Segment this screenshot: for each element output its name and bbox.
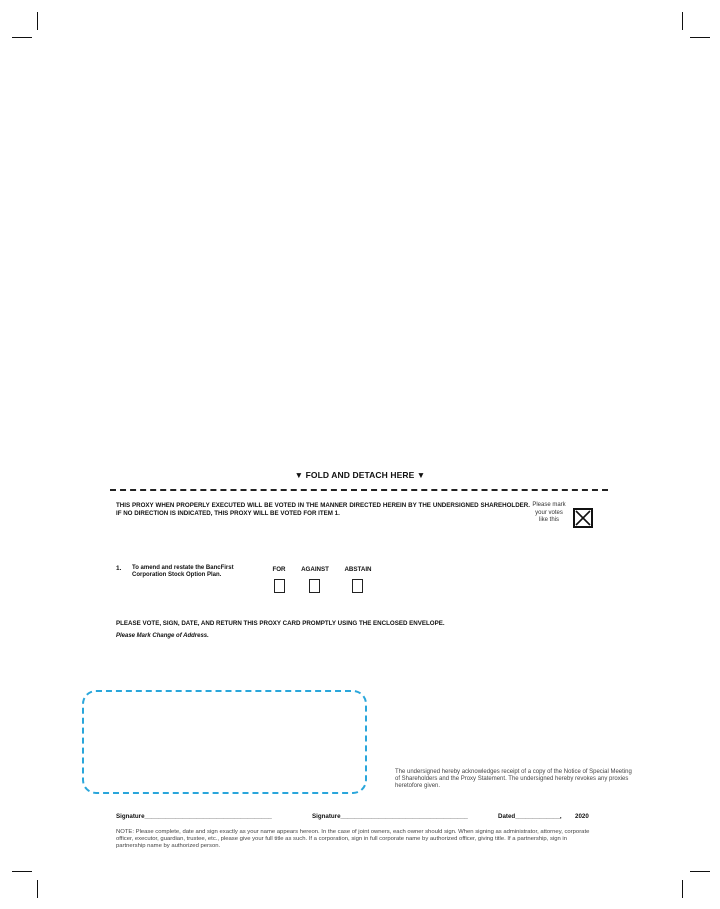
crop-mark-bottom-left-horizontal [12, 871, 32, 872]
year-text: 2020 [575, 813, 589, 820]
crop-mark-top-left-horizontal [12, 37, 32, 38]
signature-line-2[interactable]: Signature_____________________________________ [312, 813, 468, 820]
crop-mark-bottom-left-vertical [37, 880, 38, 898]
acknowledgement-text: The undersigned hereby acknowledges receipt of a copy of the Notice of Special Meeting of Shareholders and the Proxy Statement. The undersigned hereby revokes any proxies heretofore given. [395, 769, 632, 789]
vote-checkbox-against[interactable] [309, 579, 320, 593]
crop-mark-top-right-vertical [682, 12, 683, 30]
crop-mark-top-right-horizontal [690, 37, 710, 38]
signature-line-1[interactable]: Signature_____________________________________ [116, 813, 272, 820]
vote-checkbox-abstain[interactable] [352, 579, 363, 593]
vote-label-against: AGAINST [301, 566, 329, 573]
vote-label-for: FOR [272, 566, 286, 573]
item-description: To amend and restate the BancFirst Corporation Stock Option Plan. [132, 565, 234, 578]
detach-dashed-line [110, 489, 608, 491]
vote-checkbox-for[interactable] [274, 579, 285, 593]
fold-detach-label: ▼ FOLD AND DETACH HERE ▼ [294, 470, 426, 480]
item-number: 1. [116, 565, 122, 572]
signing-note: NOTE: Please complete, date and sign exactly as your name appears hereon. In the case of joint owners, each owner should sign. When signing as administrator, attorney, corporate officer, executor, guardian, trustee, etc., please give your full title as such. If a corporation, sign in full corporate name by authorized officer, giving title. If a partnership, sign in partnership name by authorized person. [116, 829, 590, 849]
please-mark-note: Please mark your votes like this [532, 502, 566, 524]
return-instructions: PLEASE VOTE, SIGN, DATE, AND RETURN THIS PROXY CARD PROMPTLY USING THE ENCLOSED ENVELOPE. [116, 620, 445, 627]
crop-mark-bottom-right-horizontal [690, 871, 710, 872]
example-marked-box [573, 508, 593, 528]
vote-label-abstain: ABSTAIN [344, 566, 372, 573]
x-mark-icon [575, 510, 591, 526]
proxy-statement: THIS PROXY WHEN PROPERLY EXECUTED WILL BE VOTED IN THE MANNER DIRECTED HEREIN BY THE UNDERSIGNED SHAREHOLDER. IF NO DIRECTION IS INDICATED, THIS PROXY WILL BE VOTED FOR ITEM 1. [116, 502, 530, 517]
crop-mark-bottom-right-vertical [682, 880, 683, 898]
crop-mark-top-left-vertical [37, 12, 38, 30]
change-of-address-label: Please Mark Change of Address. [116, 633, 209, 639]
date-line[interactable]: Dated_____________, [498, 813, 562, 820]
address-window [82, 690, 367, 794]
